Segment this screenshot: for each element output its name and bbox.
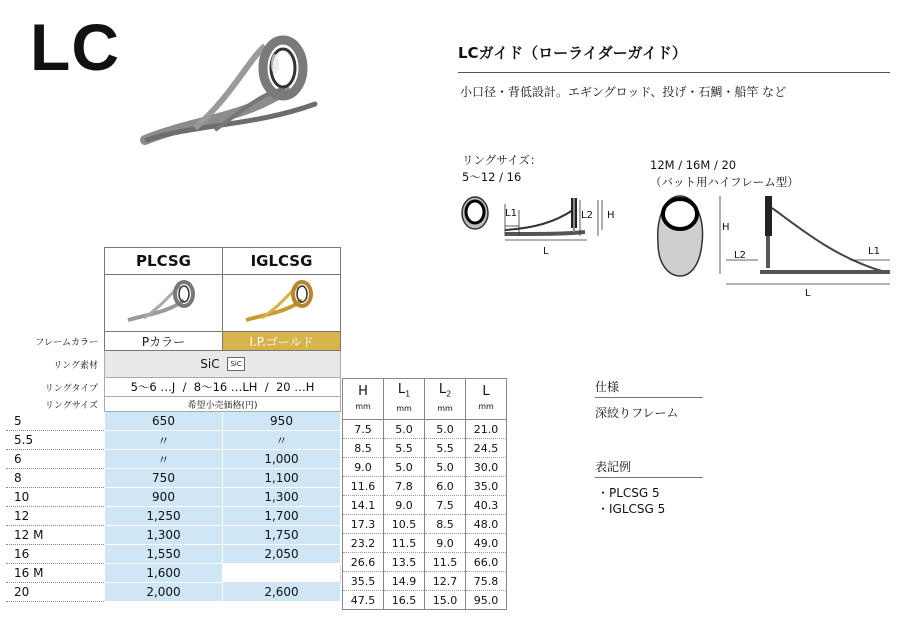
- dim-cell: 48.0: [466, 515, 507, 534]
- plcsg-price-cell: 900: [105, 488, 223, 507]
- dim-cell: 40.3: [466, 496, 507, 515]
- dim-cell: 35.0: [466, 477, 507, 496]
- small-caption-line2: 5〜12 / 16: [462, 170, 522, 184]
- guide-description: 小口径・背低設計。エギングロッド、投げ・石鯛・船竿 など: [460, 85, 787, 99]
- dim-cell: 11.5: [425, 553, 466, 572]
- dim-header-label: L: [482, 384, 490, 399]
- price-row: [6, 488, 341, 507]
- iglcsg-price-cell: 1,100: [223, 469, 341, 488]
- dim-cell: 16.5: [384, 591, 425, 610]
- ring-type-value: 5〜6 …J / 8〜16 …LH / 20 …H: [105, 378, 341, 397]
- ring-size-cell: 5: [6, 412, 105, 431]
- ring-size-cell: 12 M: [6, 526, 105, 545]
- dim-cell: 13.5: [384, 553, 425, 572]
- plcsg-price-cell: 1,300: [105, 526, 223, 545]
- dim-header-3: [466, 379, 507, 420]
- dim-cell: 5.0: [425, 420, 466, 439]
- ring-size-cell: 6: [6, 450, 105, 469]
- ring-material-label: リング素材: [53, 360, 98, 371]
- small-l1-label: L1: [505, 208, 517, 219]
- iglcsg-image: [223, 275, 341, 332]
- spec-divider: [595, 397, 703, 398]
- dim-row: [343, 515, 507, 534]
- price-row: [6, 412, 341, 431]
- dim-cell: 24.5: [466, 439, 507, 458]
- dim-header-unit: mm: [355, 402, 371, 411]
- large-l2-label: L2: [734, 250, 746, 261]
- dim-cell: 14.9: [384, 572, 425, 591]
- plcsg-price-cell: 1,250: [105, 507, 223, 526]
- iglcsg-price-cell: 1,750: [223, 526, 341, 545]
- large-guide-diagram: [650, 188, 895, 300]
- dim-cell: 47.5: [343, 591, 384, 610]
- plcsg-price-cell: 1,600: [105, 564, 223, 583]
- dim-cell: 11.5: [384, 534, 425, 553]
- dim-row: [343, 420, 507, 439]
- iglcsg-frame-color: I.P.ゴールド: [223, 332, 341, 351]
- dim-cell: 5.5: [384, 439, 425, 458]
- price-table: [6, 247, 341, 602]
- dim-header-label: $L_1$: [397, 381, 411, 399]
- notation-divider: [595, 477, 703, 478]
- dim-cell: 15.0: [425, 591, 466, 610]
- dim-row: [343, 458, 507, 477]
- notation-item-1: ・PLCSG 5: [597, 486, 660, 500]
- ring-size-cell: 10: [6, 488, 105, 507]
- small-caption-line1: リングサイズ：: [462, 153, 542, 167]
- small-guide-diagram: [455, 190, 635, 265]
- iglcsg-price-cell: [223, 564, 341, 583]
- frame-color-label: フレームカラー: [35, 337, 98, 348]
- price-row: [6, 507, 341, 526]
- price-row: [6, 431, 341, 450]
- dim-cell: 5.5: [425, 439, 466, 458]
- dim-cell: 14.1: [343, 496, 384, 515]
- dim-cell: 7.5: [343, 420, 384, 439]
- dim-cell: 66.0: [466, 553, 507, 572]
- plcsg-price-cell: 1,550: [105, 545, 223, 564]
- dim-cell: 9.0: [343, 458, 384, 477]
- iglcsg-price-cell: 950: [223, 412, 341, 431]
- dim-cell: 5.0: [384, 458, 425, 477]
- plcsg-price-cell: 750: [105, 469, 223, 488]
- dim-cell: 30.0: [466, 458, 507, 477]
- large-caption-line2: （バット用ハイフレーム型）: [650, 175, 799, 189]
- dim-row: [343, 553, 507, 572]
- plcsg-price-cell: 650: [105, 412, 223, 431]
- dim-cell: 6.0: [425, 477, 466, 496]
- large-diagram-caption: [650, 157, 799, 191]
- price-header: 希望小売価格(円): [105, 397, 341, 412]
- dim-cell: 9.0: [425, 534, 466, 553]
- ring-material-value: SiC: [200, 356, 220, 371]
- dim-cell: 5.0: [425, 458, 466, 477]
- dim-cell: 35.5: [343, 572, 384, 591]
- dim-header-2: [425, 379, 466, 420]
- plcsg-name: PLCSG: [105, 248, 223, 275]
- notation-heading: 表記例: [595, 460, 632, 474]
- price-row: [6, 545, 341, 564]
- dim-cell: 8.5: [425, 515, 466, 534]
- title-divider: [458, 72, 890, 73]
- spec-heading: 仕様: [595, 380, 620, 394]
- dim-cell: 95.0: [466, 591, 507, 610]
- ring-type-label: リングタイプ: [44, 383, 98, 394]
- sic-badge: SiC: [227, 357, 244, 371]
- plcsg-frame-color: Pカラー: [105, 332, 223, 351]
- dim-cell: 8.5: [343, 439, 384, 458]
- ring-size-cell: 5.5: [6, 431, 105, 450]
- ring-size-cell: 20: [6, 583, 105, 602]
- dim-row: [343, 477, 507, 496]
- spec-value: 深絞りフレーム: [595, 406, 679, 420]
- plcsg-image: [105, 275, 223, 332]
- dim-header-unit: mm: [437, 404, 453, 414]
- dim-row: [343, 591, 507, 610]
- dim-cell: 49.0: [466, 534, 507, 553]
- dim-cell: 10.5: [384, 515, 425, 534]
- dim-header-label: H: [358, 384, 368, 399]
- dim-cell: 12.7: [425, 572, 466, 591]
- guide-product-photo: [135, 28, 325, 156]
- dim-row: [343, 572, 507, 591]
- dim-header-unit: mm: [478, 402, 494, 411]
- large-h-label: H: [722, 222, 730, 233]
- iglcsg-price-cell: 〃: [223, 431, 341, 450]
- dim-header-0: [343, 379, 384, 420]
- small-h-label: H: [607, 210, 615, 221]
- dim-row: [343, 496, 507, 515]
- large-l1-label: L1: [868, 246, 880, 257]
- dim-cell: 17.3: [343, 515, 384, 534]
- small-diagram-caption: [462, 152, 541, 186]
- price-row: [6, 583, 341, 602]
- ring-size-cell: 16 M: [6, 564, 105, 583]
- dim-cell: 21.0: [466, 420, 507, 439]
- price-row: [6, 450, 341, 469]
- iglcsg-price-cell: 1,300: [223, 488, 341, 507]
- dim-cell: 26.6: [343, 553, 384, 572]
- plcsg-price-cell: 〃: [105, 450, 223, 469]
- iglcsg-price-cell: 1,700: [223, 507, 341, 526]
- price-row: [6, 469, 341, 488]
- ring-material-cell: [105, 351, 341, 378]
- iglcsg-price-cell: 2,600: [223, 583, 341, 602]
- price-row: [6, 526, 341, 545]
- guide-title: LCガイド（ローライダーガイド）: [458, 44, 687, 62]
- dim-header-label: $L_2$: [438, 381, 452, 399]
- series-code: LC: [30, 10, 120, 84]
- dim-cell: 11.6: [343, 477, 384, 496]
- dim-cell: 23.2: [343, 534, 384, 553]
- iglcsg-price-cell: 1,000: [223, 450, 341, 469]
- plcsg-price-cell: 〃: [105, 431, 223, 450]
- ring-size-cell: 8: [6, 469, 105, 488]
- notation-item-2: ・IGLCSG 5: [597, 502, 666, 516]
- large-l-label: L: [805, 288, 811, 299]
- ring-size-cell: 16: [6, 545, 105, 564]
- dim-cell: 75.8: [466, 572, 507, 591]
- dim-row: [343, 534, 507, 553]
- dim-cell: 7.5: [425, 496, 466, 515]
- dim-header-unit: mm: [396, 404, 412, 414]
- dim-cell: 7.8: [384, 477, 425, 496]
- dim-cell: 5.0: [384, 420, 425, 439]
- iglcsg-price-cell: 2,050: [223, 545, 341, 564]
- iglcsg-name: IGLCSG: [223, 248, 341, 275]
- dim-header-1: [384, 379, 425, 420]
- ring-size-label: リングサイズ: [44, 400, 98, 411]
- dim-row: [343, 439, 507, 458]
- plcsg-price-cell: 2,000: [105, 583, 223, 602]
- dimension-table: [342, 378, 507, 610]
- price-row: [6, 564, 341, 583]
- ring-size-cell: 12: [6, 507, 105, 526]
- dim-cell: 9.0: [384, 496, 425, 515]
- small-l2-label: L2: [581, 210, 593, 221]
- large-caption-line1: 12M / 16M / 20: [650, 158, 737, 172]
- small-l-label: L: [543, 246, 549, 257]
